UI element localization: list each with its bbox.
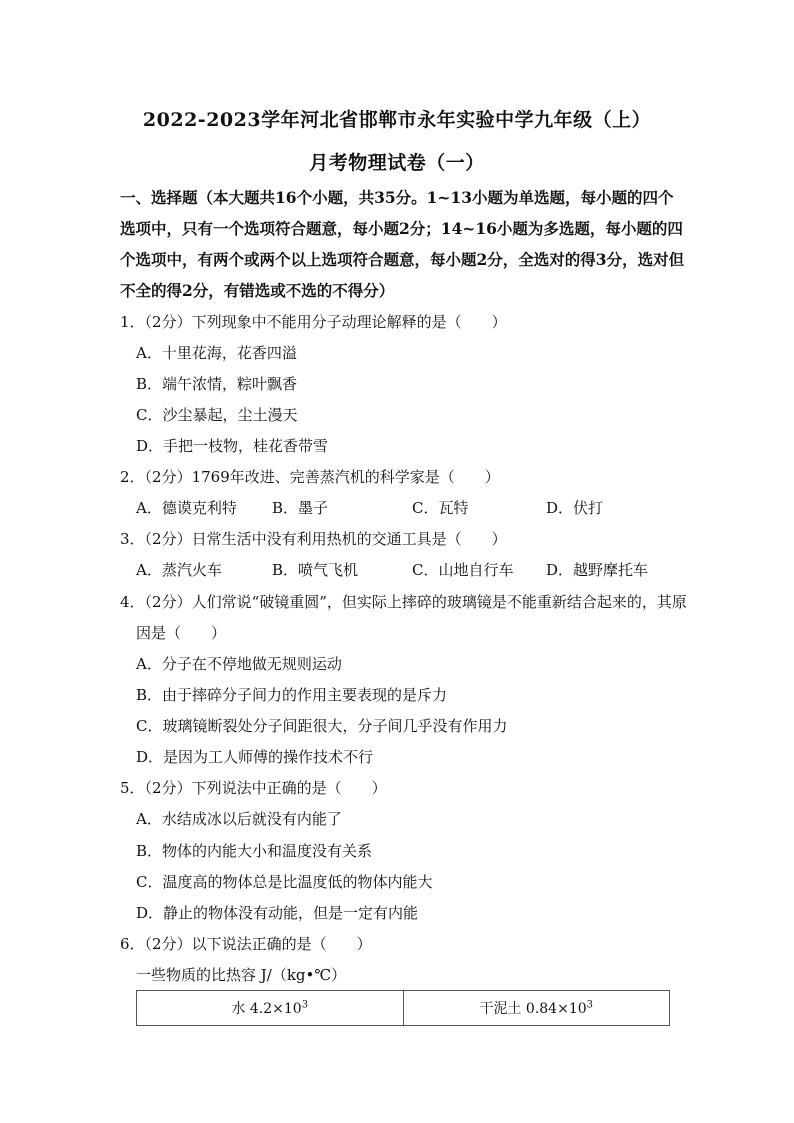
exam-title-line2: 月考物理试卷（一） <box>309 152 485 174</box>
cell-water-exponent: 3 <box>301 999 309 1011</box>
question-2-option-a: A．德谟克利特 <box>136 499 237 517</box>
question-4-stem-line1: 4．（2分）人们常说“破镜重圆”，但实际上摔碎的玻璃镜是不能重新结合起来的，其原 <box>120 593 687 611</box>
question-3-option-d: D．越野摩托车 <box>546 561 649 579</box>
cell-water-label: 水 4.2×10 <box>231 1001 302 1017</box>
question-4-option-b: B．由于摔碎分子间力的作用主要表现的是斥力 <box>136 686 448 704</box>
question-5-option-b: B．物体的内能大小和温度没有关系 <box>136 842 373 860</box>
question-4-stem-line2: 因是（ ） <box>136 624 227 642</box>
table-row <box>137 991 670 1026</box>
question-5-option-c: C．温度高的物体总是比温度低的物体内能大 <box>136 873 433 891</box>
table-cell-dry-soil <box>403 991 670 1026</box>
question-1-stem: 1．（2分）下列现象中不能用分子动理论解释的是（ ） <box>120 313 507 331</box>
exam-title-line1: 2022-2023学年河北省邯郸市永年实验中学九年级（上） <box>142 109 652 131</box>
question-1-option-a: A．十里花海，花香四溢 <box>136 344 297 362</box>
question-3-stem: 3．（2分）日常生活中没有利用热机的交通工具是（ ） <box>120 530 507 548</box>
table-cell-water <box>137 991 404 1026</box>
question-3-option-a: A．蒸汽火车 <box>136 561 222 579</box>
question-3-option-c: C．山地自行车 <box>412 561 514 579</box>
cell-dry-soil-exponent: 3 <box>586 999 594 1011</box>
question-2-option-c: C．瓦特 <box>412 499 469 517</box>
question-5-stem: 5．（2分）下列说法中正确的是（ ） <box>120 779 387 797</box>
section-heading: 一、选择题（本大题共16个小题，共35分。1~13小题为单选题，每小题的四个选项中，只有一个选项符合题意，每小题2分；14~16小题为多选题，每小题的四个选项中，有两个或两个以上选项符合题意，每小题2分，全选对的得3分，选对但不全的得2分，有错选或不选的不得分） <box>120 188 685 300</box>
question-2-stem: 2．（2分）1769年改进、完善蒸汽机的科学家是（ ） <box>120 468 500 486</box>
question-5-option-d: D．静止的物体没有动能，但是一定有内能 <box>136 904 419 922</box>
specific-heat-table <box>136 990 670 1026</box>
question-4-option-d: D．是因为工人师傅的操作技术不行 <box>136 748 374 766</box>
cell-dry-soil-label: 干泥土 0.84×10 <box>479 1001 587 1017</box>
question-3-option-b: B．喷气飞机 <box>272 561 359 579</box>
question-5-option-a: A．水结成冰以后就没有内能了 <box>136 810 342 828</box>
question-2-option-b: B．墨子 <box>272 499 329 517</box>
question-6-stem: 6．（2分）以下说法正确的是（ ） <box>120 935 372 953</box>
question-1-option-b: B．端午浓情，粽叶飘香 <box>136 375 298 393</box>
question-4-option-a: A．分子在不停地做无规则运动 <box>136 655 342 673</box>
question-1-option-c: C．沙尘暴起，尘土漫天 <box>136 406 298 424</box>
question-2-option-d: D．伏打 <box>546 499 604 517</box>
question-4-option-c: C．玻璃镜断裂处分子间距很大，分子间几乎没有作用力 <box>136 717 508 735</box>
question-1-option-d: D．手把一枝物，桂花香带雪 <box>136 437 329 455</box>
specific-heat-table-caption: 一些物质的比热容 J/（kg•℃） <box>136 966 347 984</box>
